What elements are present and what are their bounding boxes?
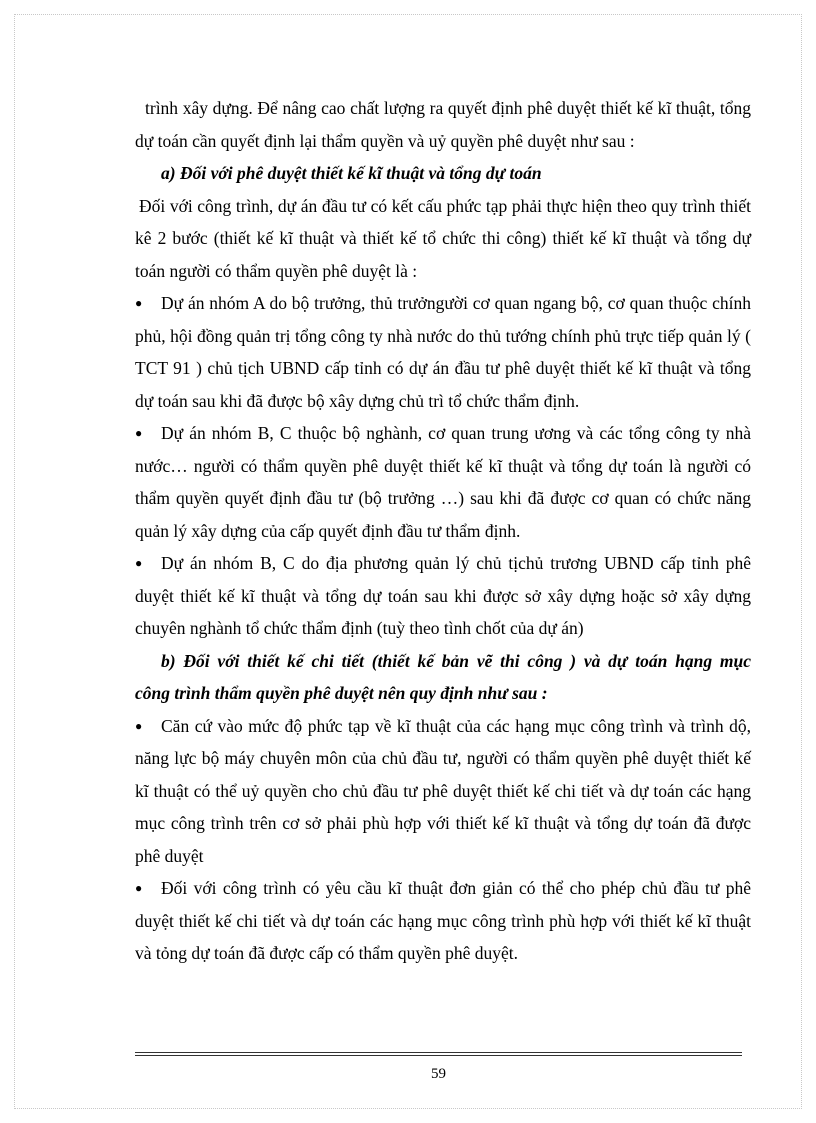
bullet-icon: ● — [135, 296, 143, 310]
paragraph-a: Đối với công trình, dự án đầu tư có kết cấu phức tạp phải thực hiện theo quy trình thiết kê 2 bước (thiết kế kĩ thuật và thiết kế tổ chức thi công) thiết kế kĩ thuật và tổng dự toán người có thẩm quyền phê duyệt là : — [135, 195, 751, 281]
heading-b-line2: công trình thẩm quyền phê duyệt nên quy định như sau : — [135, 683, 548, 703]
bullet-text: Dự án nhóm B, C do địa phương quản lý chủ tịchủ trương UBND cấp tỉnh phê duyệt thiết kế kĩ thuật và tổng dự toán sau khi được sở xây dựng hoặc sở xây dựng chuyên nghành tổ chức thẩm định (tuỳ theo tình chốt của dự án) — [135, 553, 751, 638]
bullet-text: Căn cứ vào mức độ phức tạp về kĩ thuật của các hạng mục công trình và trình dộ, năng lực bộ máy chuyên môn của chủ đầu tư, người có thẩm quyền phê duyệt thiết kế kĩ thuật có thể uỷ quyền cho chủ đầu tư phê duyệt thiết kế chi tiết và dự toán các hạng mục công trình trên cơ sở phải phù hợp với thiết kế kĩ thuật và tổng dự toán đã được phê duyệt — [135, 715, 751, 866]
list-item — [135, 710, 751, 873]
bullet-icon: ● — [135, 881, 143, 895]
bullet-text: Dự án nhóm A do bộ trưởng, thủ trưởngười cơ quan ngang bộ, cơ quan thuộc chính phủ, hội đồng quản trị tổng công ty nhà nước do thủ tướng chính phủ trực tiếp quản lý ( TCT 91 ) chủ tịch UBND cấp tỉnh có dự án đầu tư phê duyệt thiết kế kĩ thuật và tổng dự toán sau khi đã được bộ xây dựng chủ trì tổ chức thẩm định. — [135, 293, 751, 411]
footer-divider — [135, 1052, 742, 1056]
list-item — [135, 547, 751, 645]
bullet-icon: ● — [135, 556, 143, 570]
bullet-text: Đối với công trình có yêu cầu kĩ thuật đơn giản có thể cho phép chủ đầu tư phê duyệt thiết kế chi tiết và dự toán các hạng mục công trình phù hợp với thiết kế kĩ thuật và tỏng dự toán đã được cấp có thẩm quyền phê duyệt. — [135, 878, 751, 963]
paragraph-intro: trình xây dựng. Để nâng cao chất lượng ra quyết định phê duyệt thiết kế kĩ thuật, tổng dự toán cần quyết định lại thẩm quyền và uỷ quyền phê duyệt như sau : — [135, 98, 751, 151]
bullet-icon: ● — [135, 426, 143, 440]
list-item — [135, 872, 751, 970]
bullet-icon: ● — [135, 718, 143, 733]
heading-b-line1: b) Đối với thiết kế chi tiết (thiết kế bản vẽ thi công ) và dự toán hạng mục — [161, 650, 751, 671]
page-number: 59 — [431, 1066, 446, 1082]
bullet-text: Dự án nhóm B, C thuộc bộ nghành, cơ quan trung ương và các tổng công ty nhà nước… người có thẩm quyền phê duyệt thiết kế kĩ thuật và tổng dự toán là người có thẩm quyền quyết định đầu tư (bộ trưởng …) sau khi đã được cơ quan có chức năng quản lý xây dựng của cấp quyết định đầu tư thẩm định. — [135, 423, 751, 541]
list-item — [135, 417, 751, 547]
document-body — [135, 92, 751, 970]
list-item — [135, 287, 751, 417]
heading-a: a) Đối với phê duyệt thiết kế kĩ thuật và tổng dự toán — [161, 163, 542, 183]
